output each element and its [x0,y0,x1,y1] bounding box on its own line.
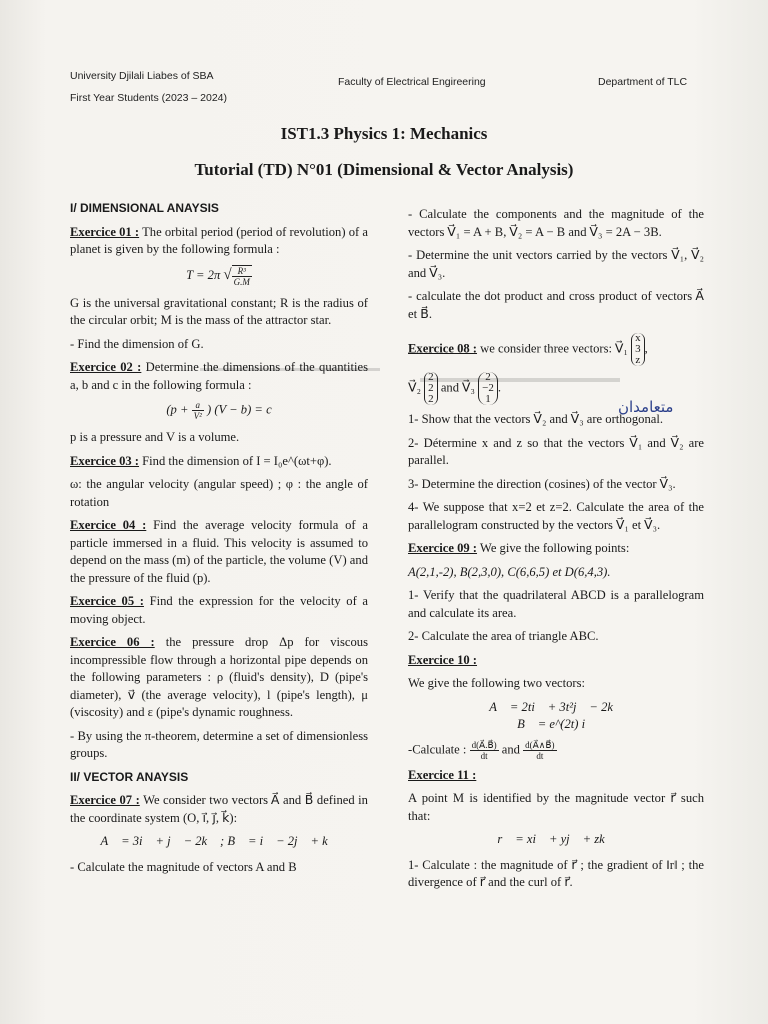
exercise-02-description: p is a pressure and V is a volume. [70,430,240,444]
formula-lhs: T = 2π [186,267,221,282]
handwritten-note: متعامدان [618,398,674,416]
vector-component: 3 [635,343,641,355]
section-heading-vector: II/ VECTOR ANAYSIS [70,769,189,784]
exercise-06 [70,634,368,722]
exercise-03 [70,453,368,471]
exercise-10-text: We give the following two vectors: [408,676,586,690]
exercise-10-vector-b: B⃗ = e^(2t) i⃗ [517,717,595,731]
exercise-01-label: Exercice 01 : [70,224,140,239]
fraction-den: dt [536,750,544,761]
exercise-09-q2: 2- Calculate the area of triangle ABC. [408,629,599,643]
exercise-07-task-unit: - Determine the unit vectors carried by the vectors V⃗₁, V⃗₂ and V⃗₃. [408,248,704,280]
exercise-07-label: Exercice 07 : [70,793,140,807]
exercise-04-label: Exercice 04 : [70,518,147,532]
fraction-num: d(A⃗∧B⃗) [525,739,555,750]
exercise-08-q4: 4- We suppose that x=2 et z=2. Calculate the area of the parallelogram constructed by the vectors V⃗₁ et V⃗₃. [408,500,704,532]
fraction-num: d(A⃗.B⃗) [471,739,497,750]
exercise-03-text: Find the dimension of I = I₀e^(ωt+φ). [139,453,332,468]
vector-component: z [635,354,641,366]
exercise-01-text: The orbital period (period of revolution) of a planet is given by the following formula : [70,224,368,256]
vector-component: 1 [485,393,491,405]
exercise-02-text: Determine the dimensions of the quantities a, b and c in the following formula : [70,360,368,392]
vector-v3-label: and V⃗₃ [440,380,475,395]
exercise-09-points: A(2,1,-2), B(2,3,0), C(6,6,5) et D(6,4,3). [408,564,611,579]
exercise-11-text: A point M is identified by the magnitude vector r⃗ such that: [408,791,704,823]
exercise-01-formula [70,265,368,287]
fraction-den: G.M [233,276,250,287]
exercise-08-text: we consider three vectors: V⃗₁ [477,341,628,356]
exercise-02-label: Exercice 02 : [70,360,142,374]
page-title: IST1.3 Physics 1: Mechanics [280,124,488,143]
vector-v1 [631,333,645,366]
exercise-04 [70,517,368,587]
exercise-11 [408,767,704,785]
derivative-cross [523,740,556,761]
exercise-06-text: the pressure drop Δp for viscous incompressible flow through a horizontal pipe depends on the following parameters : ρ (fluid's density), D (pipe's diameter), v⃗ (the average velocity), l (pipe's length), μ (viscosity) and ε (pipe's dynamic roughness. [70,635,368,719]
exercise-04-text: Find the average velocity formula of a particle immersed in a fluid. This velocity is assumed to depend on the mass (m) of the particle, the volume (V) and the pressure of the fluid (p). [70,518,368,585]
vector-component: 2 [428,393,434,405]
exercise-08-q3: 3- Determine the direction (cosines) of the vector V⃗₃. [408,476,676,491]
vector-component: x [635,332,641,344]
exercise-09-label: Exercice 09 : [408,541,478,555]
exercise-10-calculate [408,740,704,761]
exercise-07 [70,792,368,827]
exercise-07-task-products: - calculate the dot product and cross product of vectors A⃗ et B⃗. [408,289,704,321]
exercise-08: Exercice 08 : we consider three vectors: V⃗₁ x 3 z, [408,332,648,366]
exercise-11-formula: r⃗ = xi⃗ + yj⃗ + zk⃗ [497,832,615,846]
exercise-01 [70,224,368,259]
exercise-07-task: - Calculate the magnitude of vectors A and B [70,859,297,874]
exercise-08-label: Exercice 08 : [408,341,478,356]
header-faculty: Faculty of Electrical Engireering [338,76,486,88]
fraction-num: a [192,400,204,411]
header-university: University Djilali Liabes of SBA [70,70,214,82]
exercise-03-label: Exercice 03 : [70,453,140,468]
exercise-09 [408,540,704,558]
formula-part: (p + [166,402,189,417]
exercise-05-label: Exercice 05 : [70,594,144,608]
exercise-07-formula: A⃗ = 3i⃗ + j⃗ − 2k⃗ ; B⃗ = i⃗ − 2j⃗ + k⃗ [100,834,338,848]
vector-component: 2 [485,371,491,383]
exercise-06-task: - By using the π-theorem, determine a set of dimensionless groups. [70,728,368,760]
exercise-07-task-components: - Calculate the components and the magnitude of the vectors V⃗₁ = A + B, V⃗₂ = A − B and V⃗₃ = 2A − 3B. [408,207,704,239]
fraction-den: V² [193,411,202,421]
vector-component: 2 [428,382,434,394]
exercise-11-label: Exercice 11 : [408,767,477,782]
exercise-02-formula [70,400,368,421]
vector-v2-label: V⃗₂ [408,380,422,395]
exercise-08-q2: 2- Détermine x and z so that the vectors V⃗₁ and V⃗₂ are parallel. [408,435,704,467]
exercise-10-vector-a: A⃗ = 2ti⃗ + 3t²j⃗ − 2k⃗ [489,699,623,714]
exercise-01-task: - Find the dimension of G. [70,336,204,351]
vector-v3 [478,372,498,405]
formula-fraction [232,265,252,287]
left-column [70,200,368,882]
sqrt-icon: √ [223,266,232,283]
exercise-01-description: G is the universal gravitational constant; R is the radius of the circular orbit; M is the mass of the attractor star. [70,295,368,327]
exercise-02 [70,359,368,394]
exercise-07-text: We consider two vectors A⃗ and B⃗ defined in the coordinate system (O, i⃗, j⃗, k⃗): [70,793,368,825]
exercise-03-description: ω: the angular velocity (angular speed) ; φ : the angle of rotation [70,477,368,509]
exercise-05-text: Find the expression for the velocity of a moving object. [70,594,368,626]
formula-fraction [192,400,204,421]
exercise-09-text: We give the following points: [477,541,630,555]
exercise-11-q1: 1- Calculate : the magnitude of r⃗ ; the gradient of ‖r‖ ; the divergence of r⃗ and the curl of r⃗. [408,857,704,889]
vector-component: −2 [482,382,494,394]
fraction-num: R³ [232,266,252,277]
vector-v2 [424,372,438,405]
exercise-10 [408,652,704,670]
page-subtitle: Tutorial (TD) N°01 (Dimensional & Vector Analysis) [194,160,574,179]
exercise-09-q1: 1- Verify that the quadrilateral ABCD is a parallelogram and calculate its area. [408,588,704,620]
exercise-08-q1: 1- Show that the vectors V⃗₂ and V⃗₃ are orthogonal. [408,412,663,426]
exercise-08-vectors: V⃗₂ 2 2 2 and V⃗₃ 2 −2 1. [408,371,501,405]
header-students: First Year Students (2023 – 2024) [70,92,228,104]
and-label: and [501,741,520,756]
calculate-label: -Calculate : [408,741,467,756]
vector-component: 2 [428,371,434,383]
header-department: Department of TLC [598,76,688,88]
exercise-05 [70,593,368,628]
formula-part: ) (V − b) = c [206,402,272,417]
fraction-den: dt [480,750,488,761]
exercise-06-label: Exercice 06 : [70,635,155,649]
exercise-10-label: Exercice 10 : [408,652,478,667]
section-heading-dimensional: I/ DIMENSIONAL ANAYSIS [70,201,219,215]
right-column [408,206,704,898]
derivative-dot [470,740,499,761]
